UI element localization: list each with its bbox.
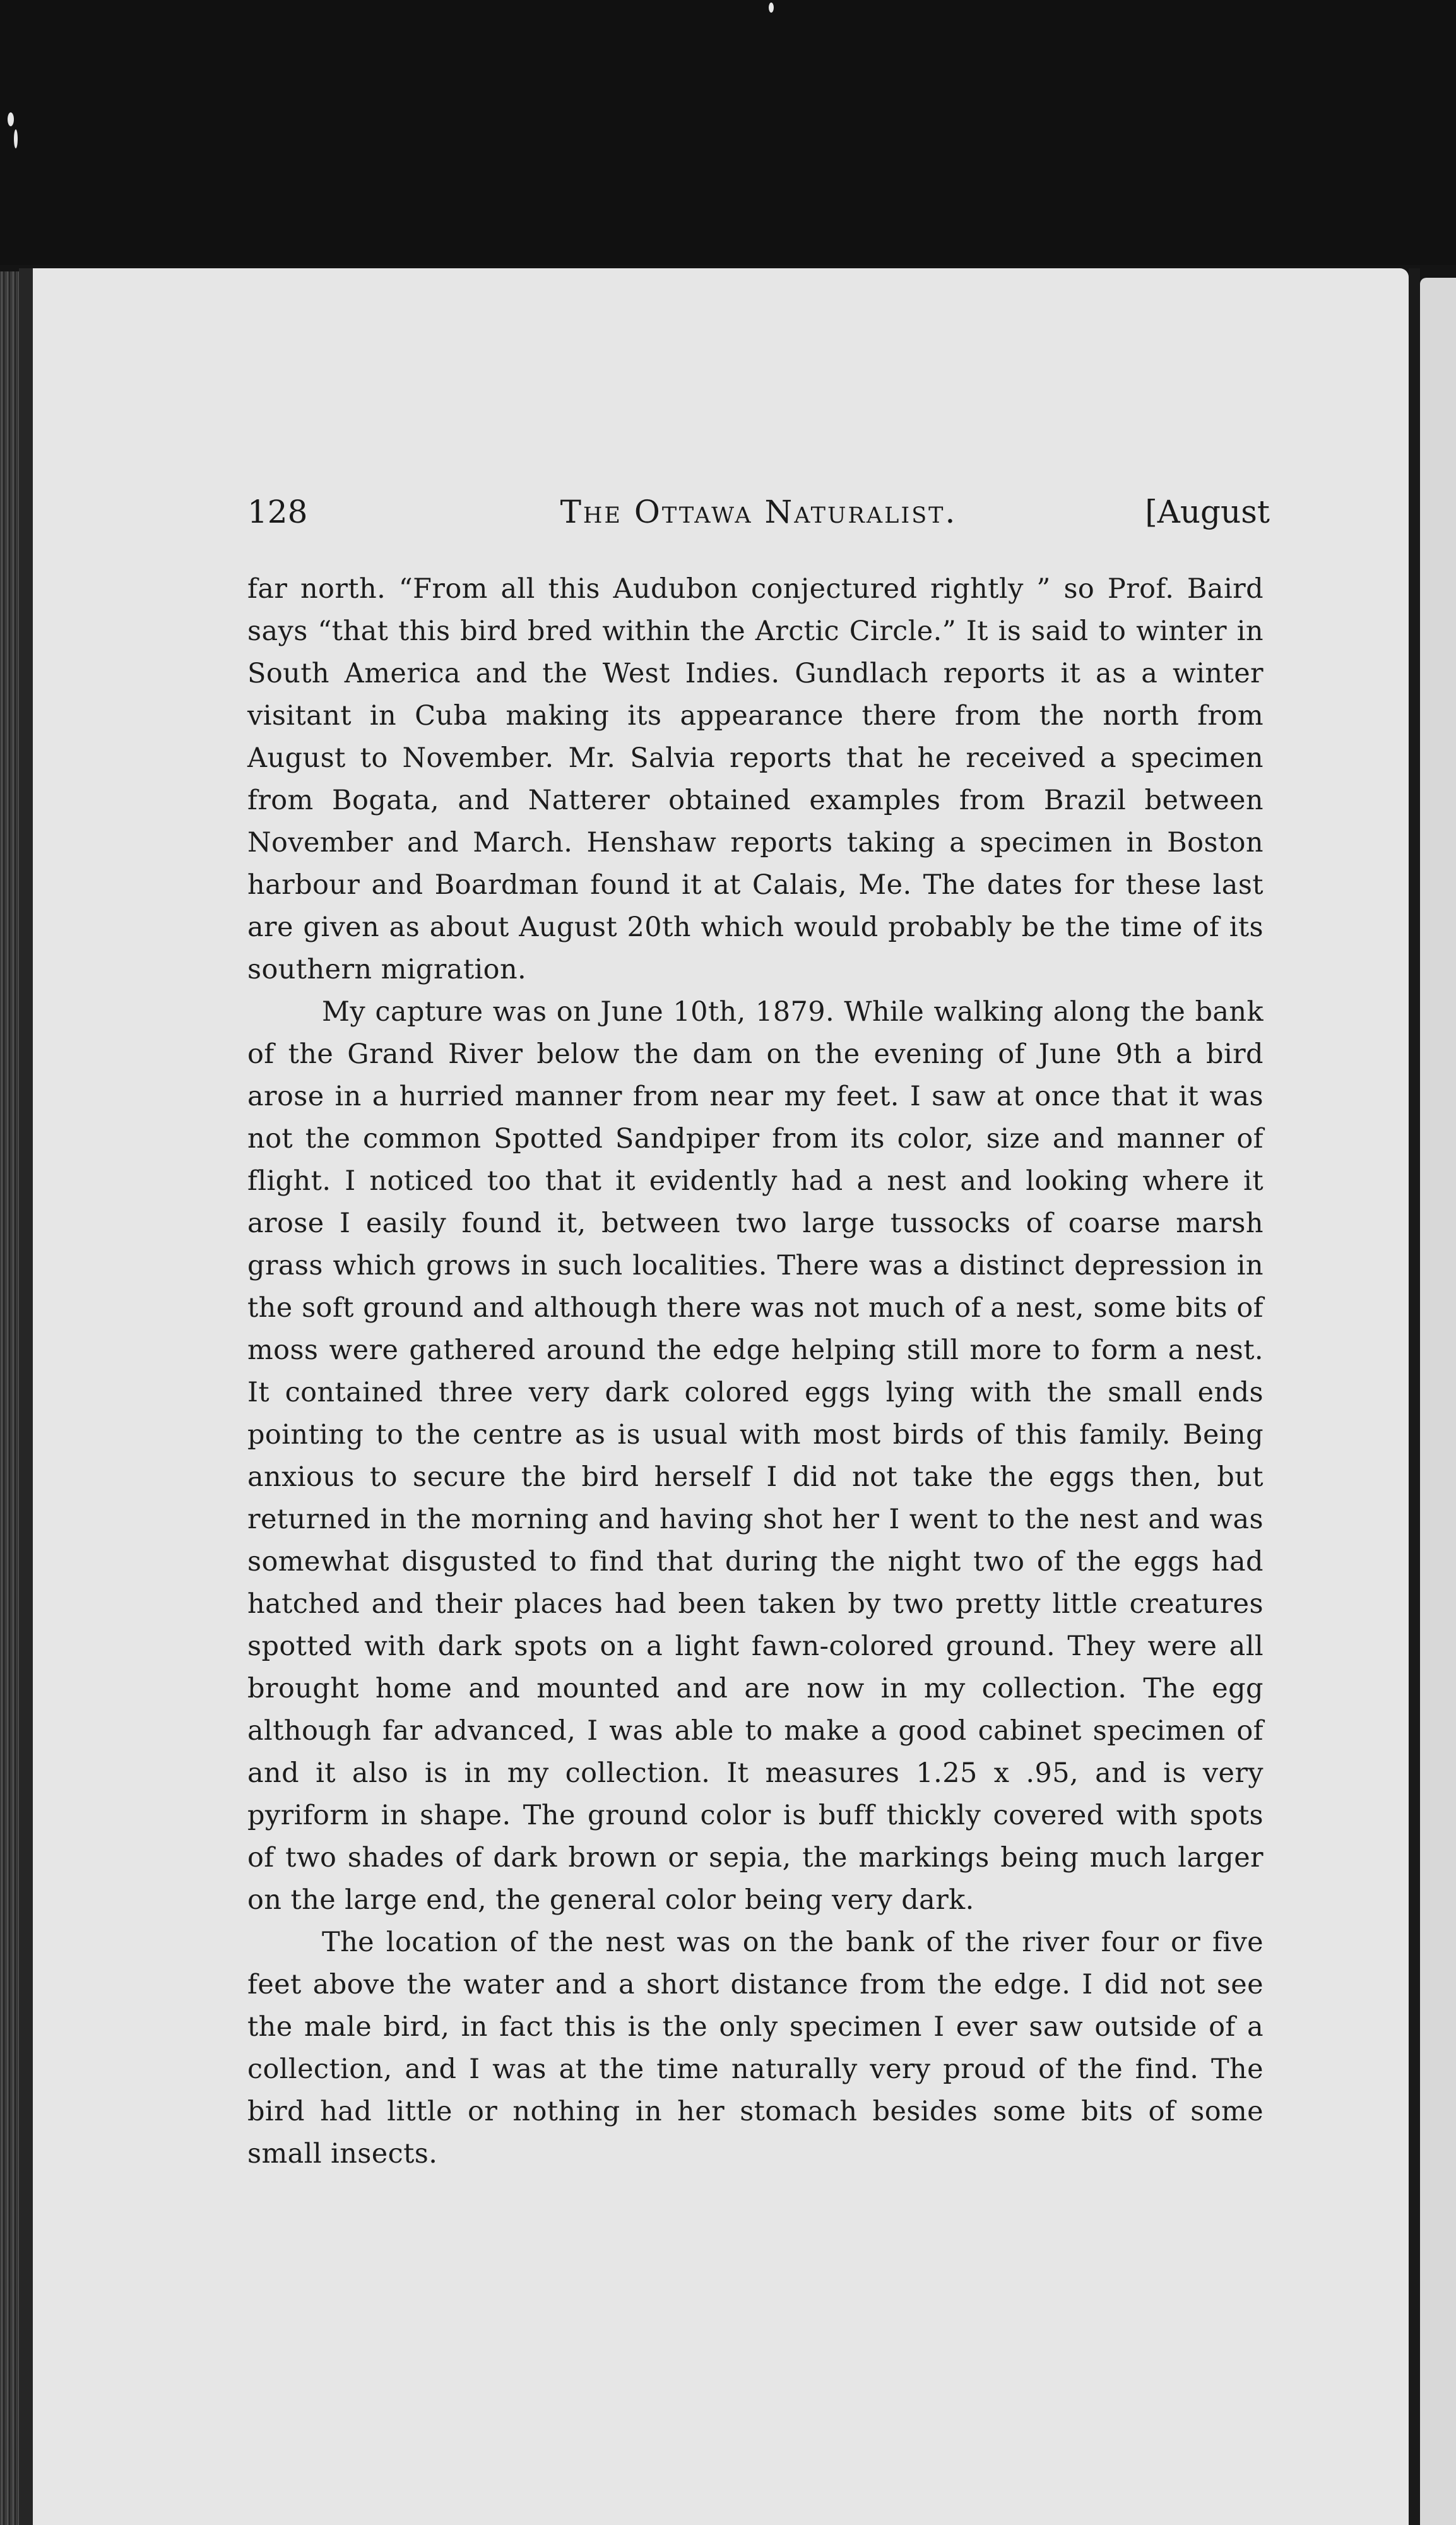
paragraph-location: The location of the nest was on the bank of the river four or five feet above the water and a short distance from the edge. I did not see the male bird, in fact this is the only specimen I ever saw outside of a collection, and I was at the time naturally very proud of the find. The bird had little or nothing in her stomach besides some bits of some small insects. — [247, 1927, 1264, 2170]
journal-title: The Ottawa Naturalist. — [560, 494, 957, 530]
scan-speck — [14, 129, 18, 148]
paragraph-capture: My capture was on June 10th, 1879. While walking along the bank of the Grand River below the dam on the evening of June 9th a bird arose in a hurried manner from near my feet. I saw at once that it was not the common Spotted Sandpiper from its color, size and manner of flight. I noticed too that it evidently had a nest and looking where it arose I easily found it, between two large tussocks of coarse marsh grass which grows in such localities. There was a distinct depression in the soft ground and although there was not much of a nest, some bits of moss were gathered around the edge helping still more to form a nest. It contained three very dark colored eggs lying with the small ends pointing to the centre as is usual with most birds of this family. Being anxious to secure the bird herself I did not take the eggs then, but returned in the morning and having shot her I went to the nest and was somewhat disgusted to find that during the night two of the eggs had hatched and their places had been taken by two pretty little creatures spotted with dark spots on a light fawn-colored ground. They were all brought home and mounted and are now in my collection. The egg although far advanced, I was able to make a good cabinet specimen of and it also is in my collection. It measures 1.25 x .95, and is very pyriform in shape. The ground color is buff thickly covered with spots of two shades of dark brown or sepia, the markings being much larger on the large end, the general color being very dark. — [247, 996, 1264, 1916]
issue-month: [August — [1145, 494, 1270, 530]
page-number: 128 — [247, 494, 308, 530]
scan-speck — [769, 3, 774, 13]
adjacent-page-edge — [1420, 278, 1456, 2525]
binding-shadow — [19, 268, 33, 2525]
binding-edge — [0, 271, 19, 2525]
article-body — [247, 568, 1264, 2175]
scan-background-top — [0, 0, 1456, 265]
page-gap — [1409, 268, 1420, 2525]
running-head — [247, 494, 1270, 538]
scan-speck — [8, 112, 14, 126]
paragraph-continued: far north. “From all this Audubon conjectured rightly ” so Prof. Baird says “that this bird bred within the Arctic Circle.” It is said to winter in South America and the West Indies. Gundlach reports it as a winter visitant in Cuba making its appearance there from the north from August to November. Mr. Salvia reports that he received a specimen from Bogata, and Natterer obtained examples from Brazil between November and March. Henshaw reports taking a specimen in Boston harbour and Boardman found it at Calais, Me. The dates for these last are given as about August 20th which would probably be the time of its southern migration. — [247, 573, 1264, 985]
